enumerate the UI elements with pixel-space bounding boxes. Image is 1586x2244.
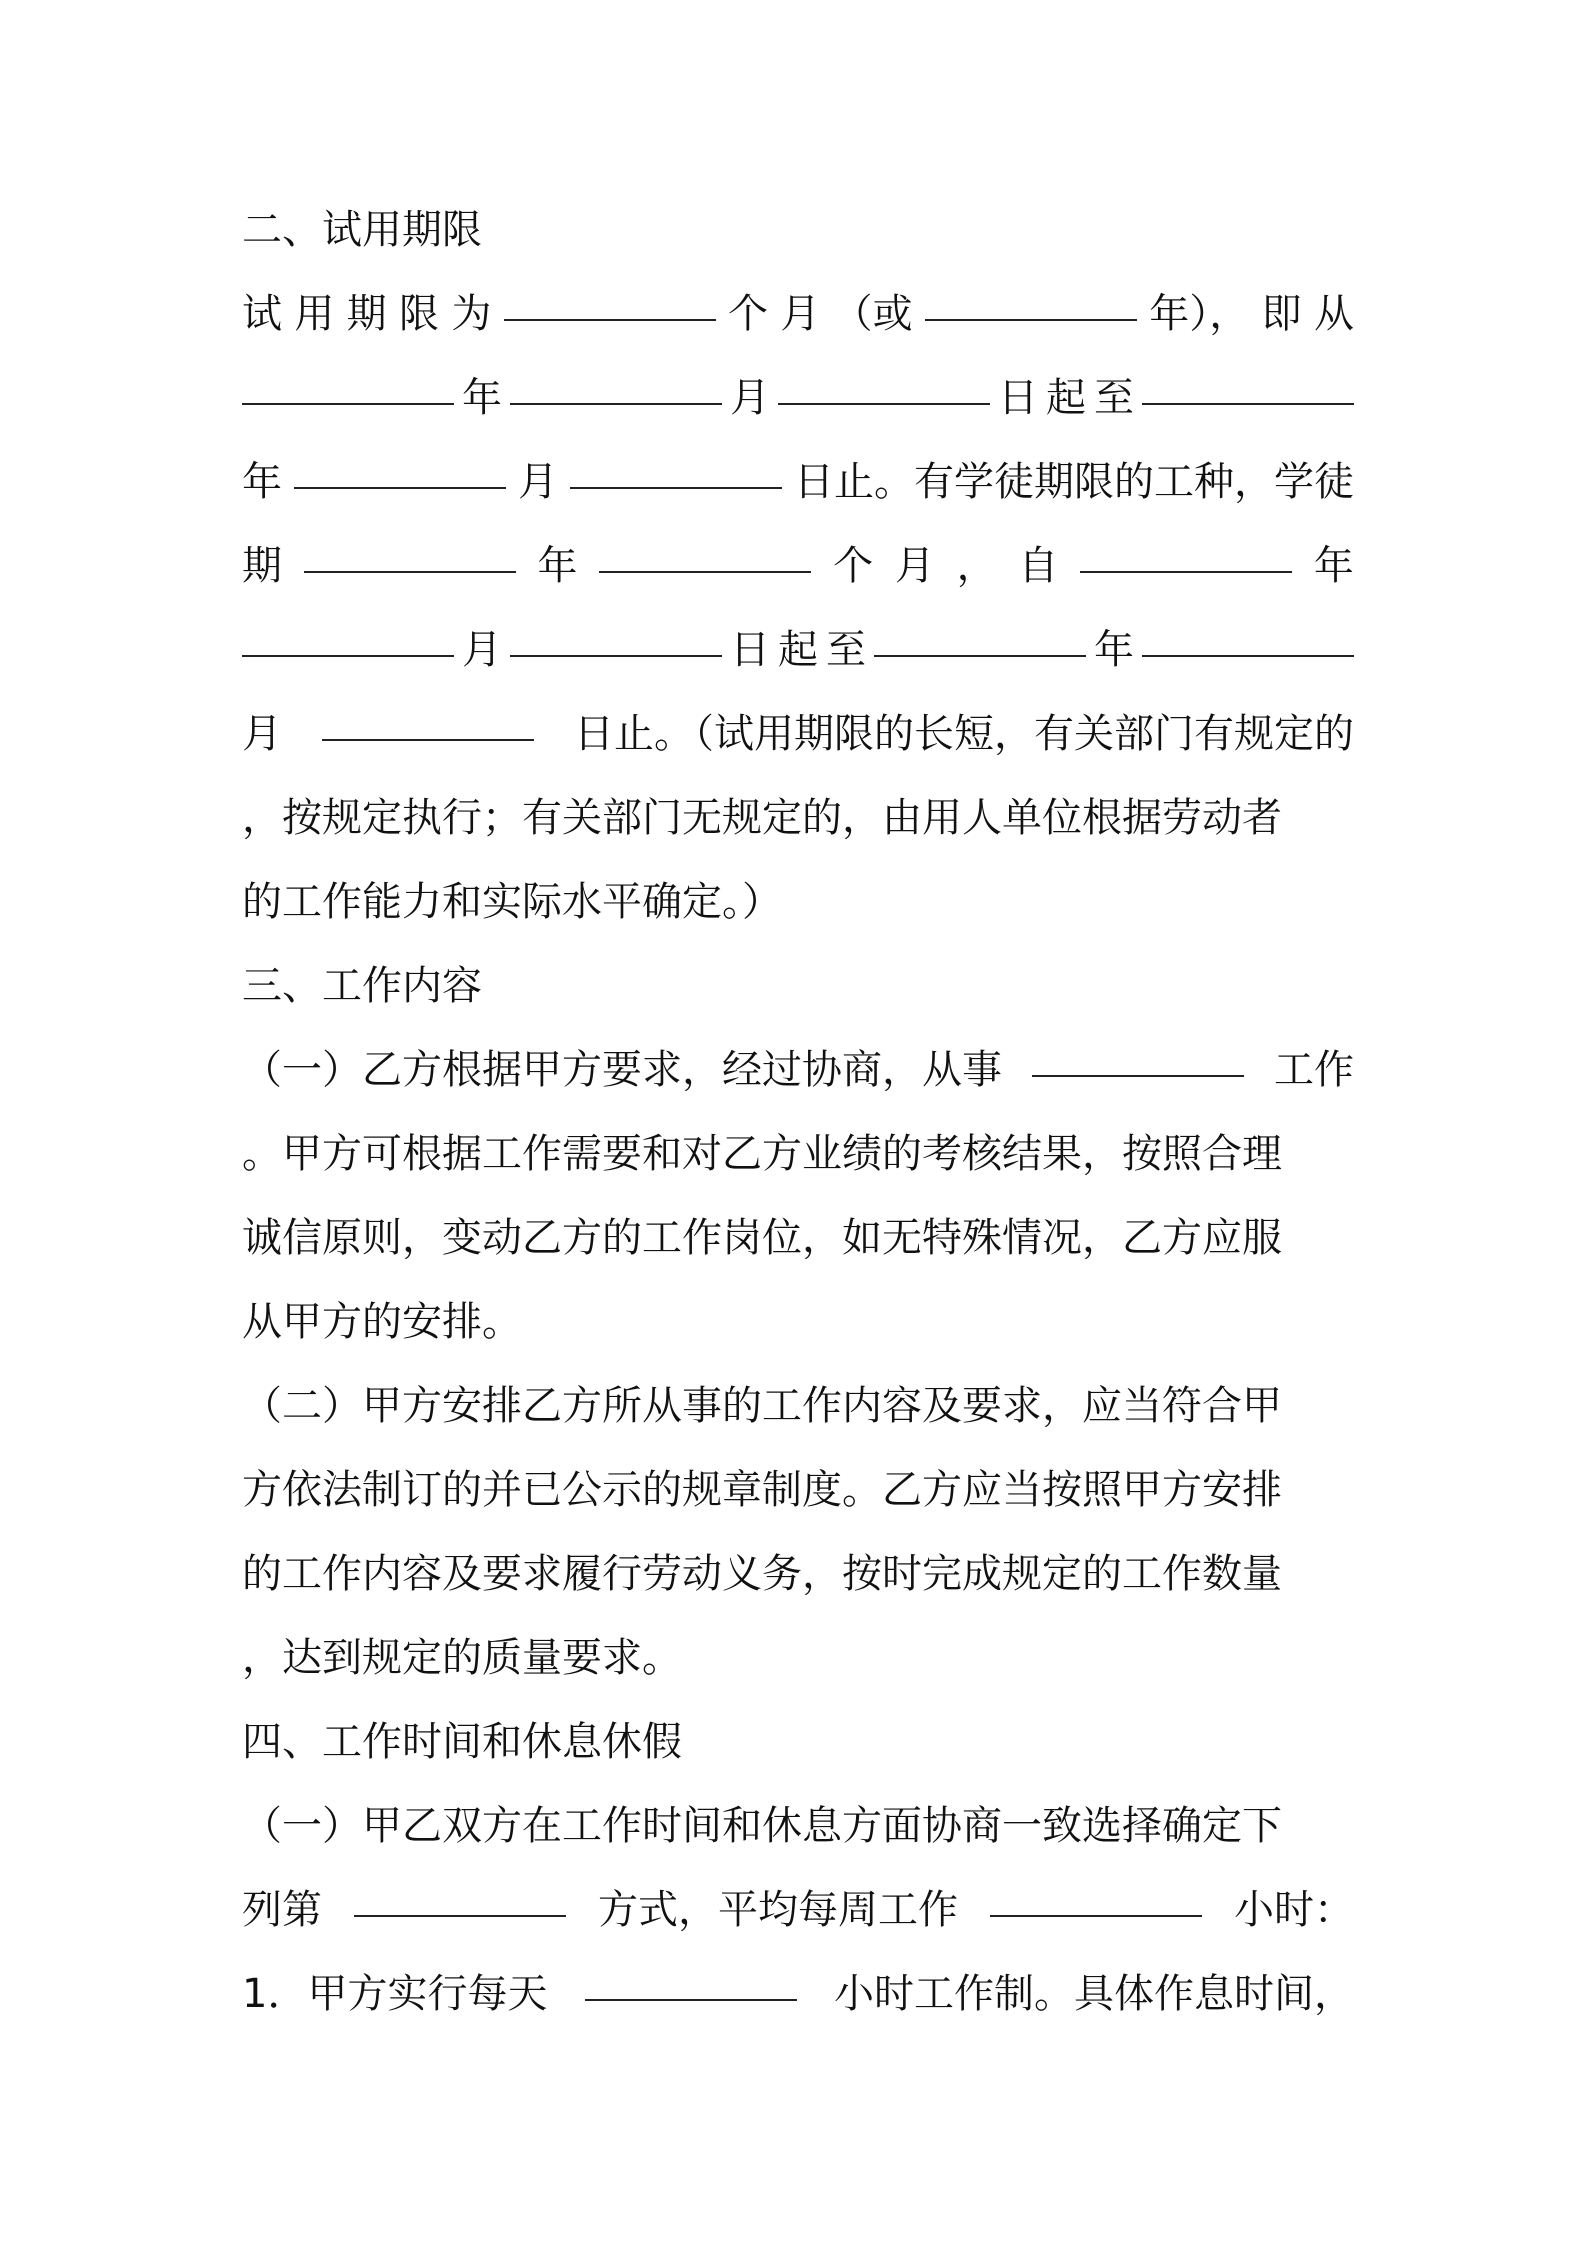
work-content-p1-line-4: 从甲方的安排。	[242, 1299, 522, 1345]
blank-job-type[interactable]	[1032, 1071, 1244, 1077]
blank-apprentice-end-day[interactable]	[322, 735, 534, 741]
blank-end-year[interactable]	[1142, 399, 1354, 405]
blank-start-year[interactable]	[242, 399, 454, 405]
probation-line-7: ，按规定执行；有关部门无规定的，由用人单位根据劳动者	[242, 795, 1282, 841]
probation-line-1: 试 用 期 限 为 个 月 （或 年）， 即 从	[242, 291, 1354, 337]
blank-apprentice-start-month[interactable]	[242, 651, 454, 657]
blank-apprentice-end-month[interactable]	[1142, 651, 1354, 657]
probation-line-6: 月 日止。（试用期限的长短，有关部门有规定的	[242, 711, 1354, 757]
probation-line-8: 的工作能力和实际水平确定。）	[242, 879, 782, 925]
probation-line-4: 期 年 个 月 ， 自 年	[242, 543, 1354, 589]
blank-start-month[interactable]	[510, 399, 722, 405]
blank-years[interactable]	[925, 315, 1137, 321]
blank-apprentice-months[interactable]	[599, 567, 811, 573]
blank-apprentice-end-year[interactable]	[874, 651, 1086, 657]
work-time-p1-line-1: （一）甲乙双方在工作时间和休息方面协商一致选择确定下	[242, 1803, 1282, 1849]
blank-daily-hours[interactable]	[585, 1995, 797, 2001]
probation-line-3: 年 月 日止。有学徒期限的工种，学徒	[242, 459, 1354, 505]
work-content-p2-line-4: ，达到规定的质量要求。	[242, 1635, 682, 1681]
section-title-work-time: 四、工作时间和休息休假	[242, 1719, 682, 1765]
blank-apprentice-start-day[interactable]	[510, 651, 722, 657]
work-content-p1-line-1: （一）乙方根据甲方要求，经过协商，从事 工作	[242, 1047, 1354, 1093]
work-content-p2-line-1: （二）甲方安排乙方所从事的工作内容及要求，应当符合甲	[242, 1383, 1282, 1429]
blank-schedule-option[interactable]	[354, 1911, 566, 1917]
probation-line-5: 月 日 起 至 年	[242, 620, 1354, 680]
blank-end-day[interactable]	[570, 483, 782, 489]
blank-end-month[interactable]	[294, 483, 506, 489]
blank-apprentice-years[interactable]	[304, 567, 516, 573]
work-time-item-1: 1．甲方实行每天 小时工作制。具体作息时间，	[242, 1971, 1354, 2017]
work-content-p2-line-2: 方依法制订的并已公示的规章制度。乙方应当按照甲方安排	[242, 1467, 1282, 1513]
blank-start-day[interactable]	[778, 399, 990, 405]
work-time-p1-line-2: 列第 方式，平均每周工作 小时：	[242, 1887, 1354, 1933]
work-content-p1-line-3: 诚信原则，变动乙方的工作岗位，如无特殊情况，乙方应服	[242, 1215, 1282, 1261]
blank-apprentice-start-year[interactable]	[1080, 567, 1292, 573]
work-content-p2-line-3: 的工作内容及要求履行劳动义务，按时完成规定的工作数量	[242, 1551, 1282, 1597]
blank-months[interactable]	[504, 315, 716, 321]
probation-line-2: 年 月 日 起 至	[242, 368, 1354, 428]
section-title-work-content: 三、工作内容	[242, 963, 482, 1009]
blank-weekly-hours[interactable]	[990, 1911, 1202, 1917]
section-title-probation: 二、试用期限	[242, 207, 482, 253]
work-content-p1-line-2: 。甲方可根据工作需要和对乙方业绩的考核结果，按照合理	[242, 1131, 1282, 1177]
